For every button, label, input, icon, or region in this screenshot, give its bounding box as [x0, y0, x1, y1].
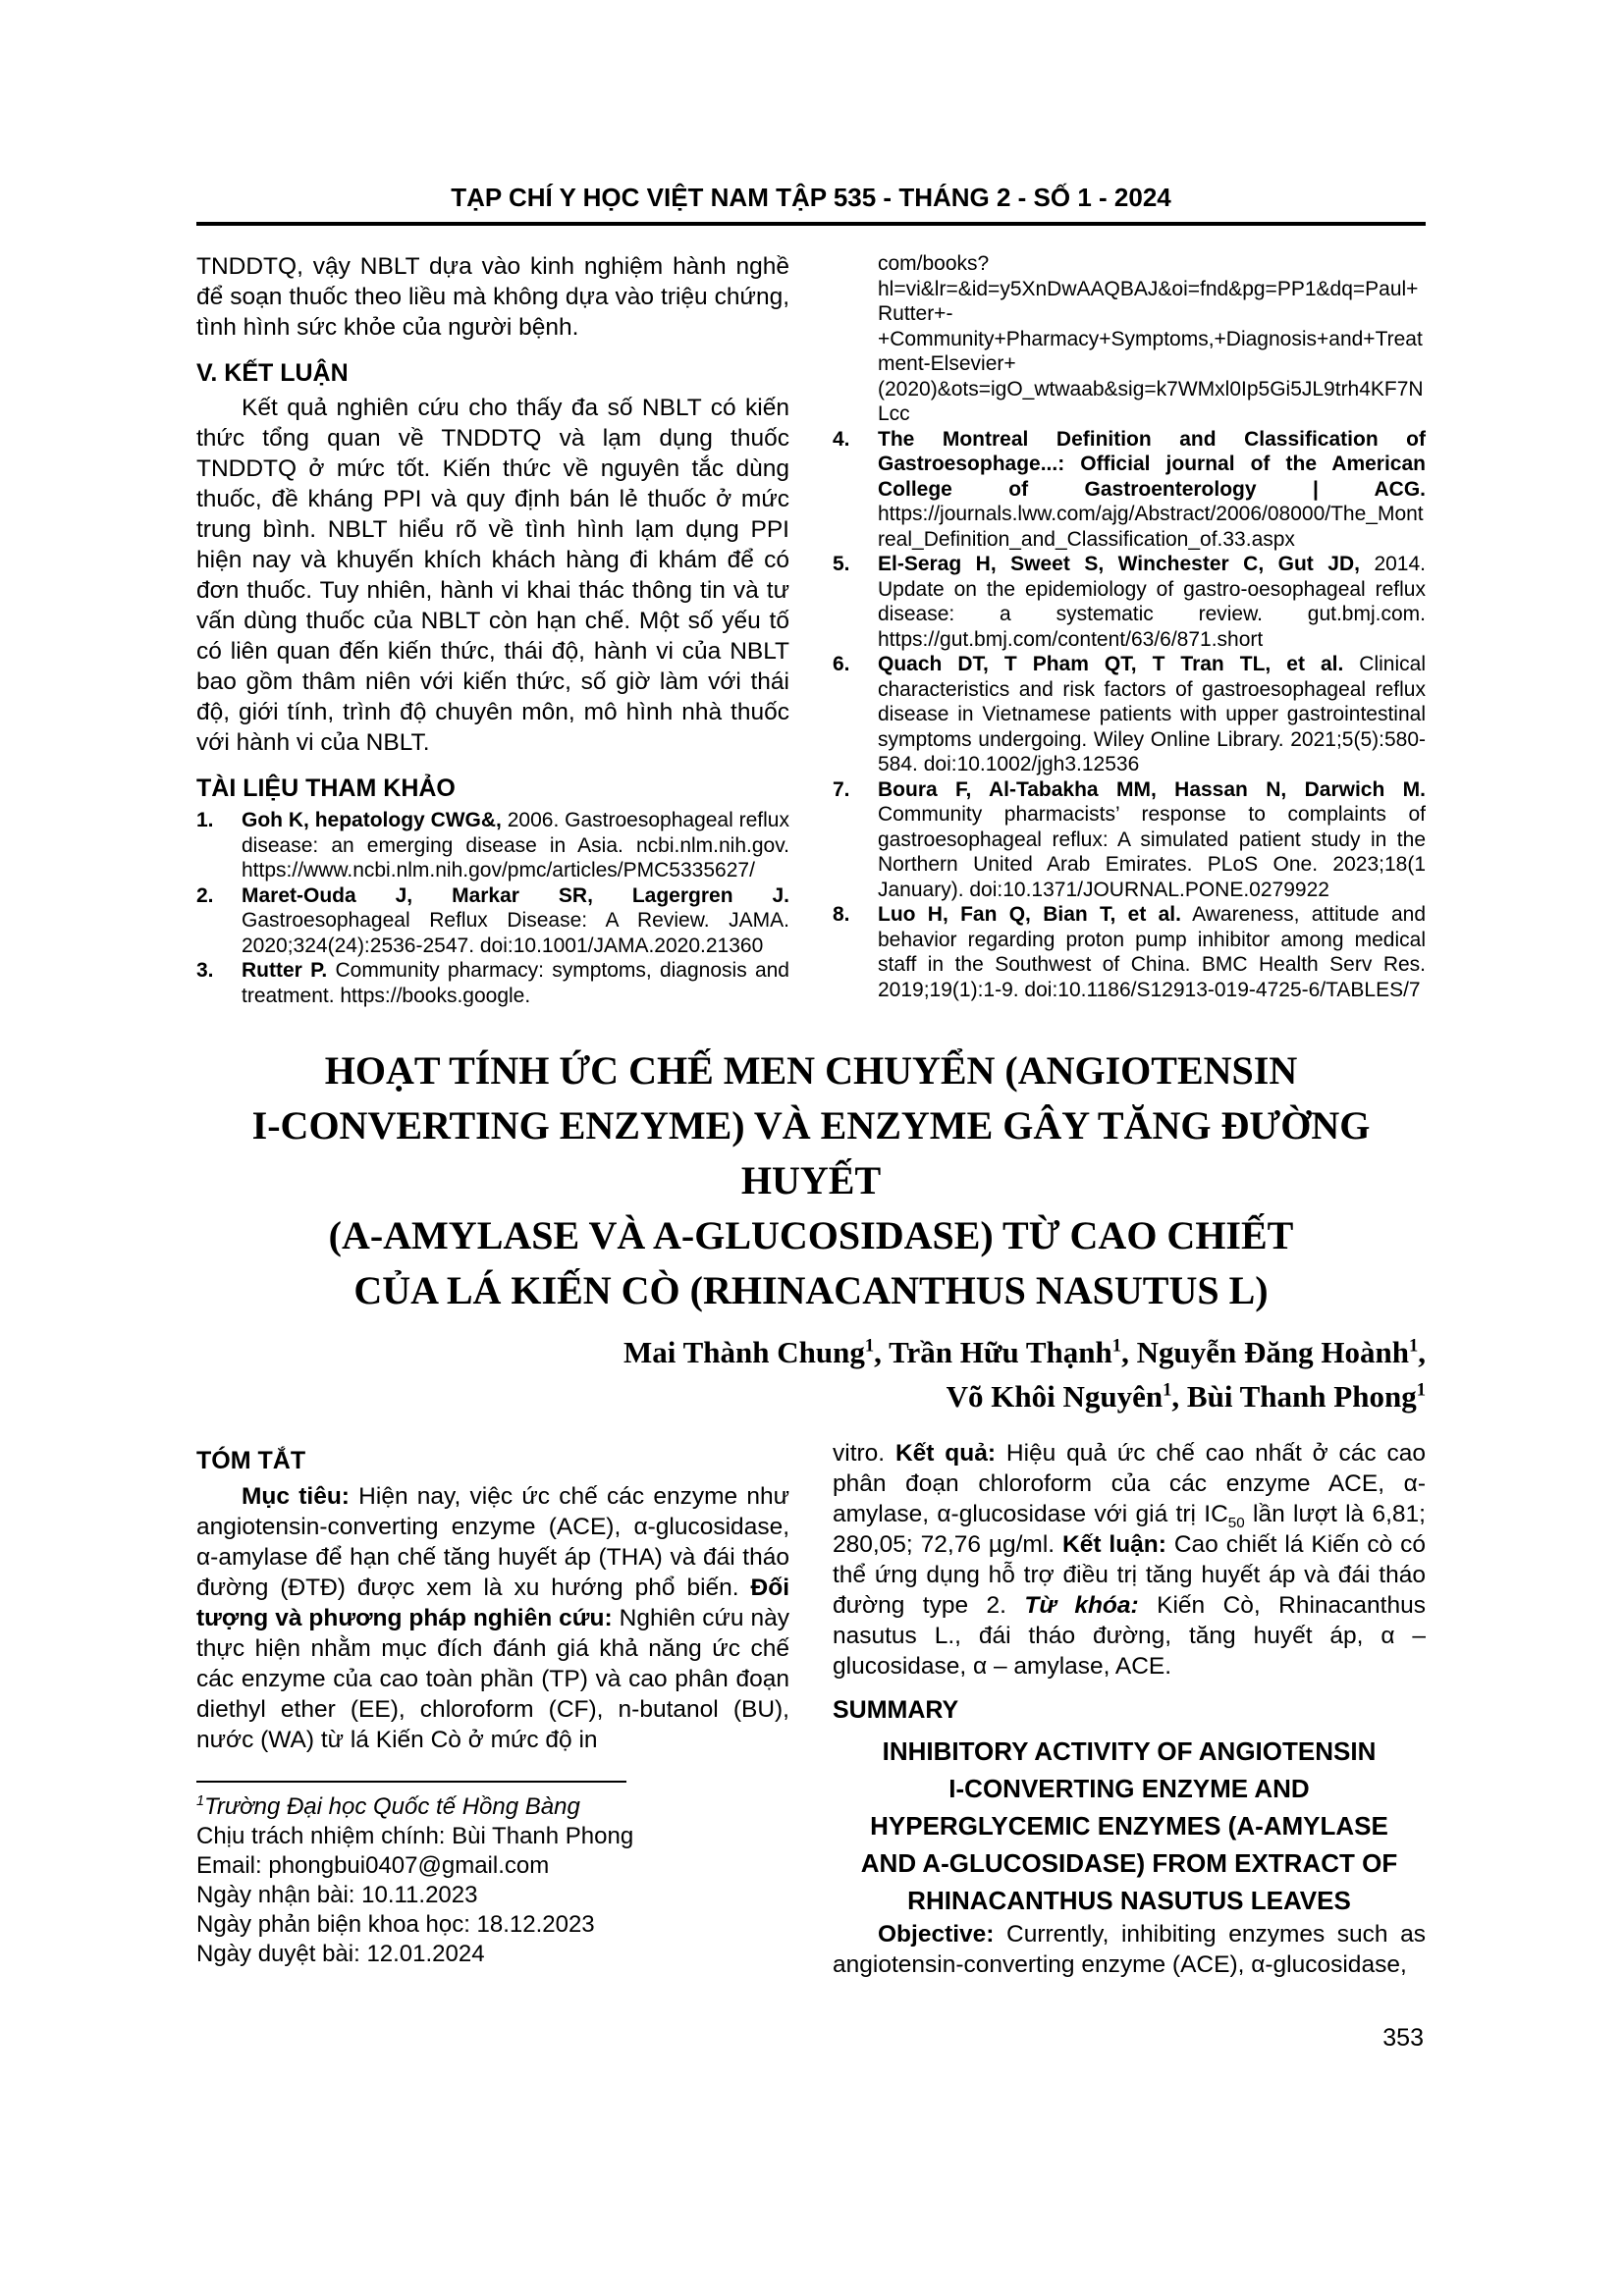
abstract-continuation-paragraph: [833, 1438, 1426, 1682]
footnote-divider: [196, 1781, 626, 1783]
article-title-line: HOẠT TÍNH ỨC CHẾ MEN CHUYỂN (ANGIOTENSIN: [324, 1048, 1298, 1093]
continuation-paragraph: TNDDTQ, vậy NBLT dựa vào kinh nghiệm hành nghề để soạn thuốc theo liều mà không dựa vào triệu chứng, tình hình sức khỏe của người bệnh.: [196, 253, 789, 341]
author-affiliation-sup: 1: [1163, 1379, 1172, 1401]
reference-rest: https://journals.lww.com/ajg/Abstract/2006/08000/The_Montreal_Definition_and_Classification_of.33.aspx: [878, 503, 1424, 551]
reference-item-1: [196, 808, 789, 883]
author-name: , Trần Hữu Thạnh: [874, 1335, 1112, 1369]
reference-number: 5.: [833, 553, 850, 575]
reference-item-2: [196, 883, 789, 959]
tomtat-heading: TÓM TẮT: [196, 1447, 306, 1474]
reference-text: [878, 552, 1426, 652]
references-section: [196, 251, 1426, 1008]
reference-3-url-continuation: com/books?hl=vi&lr=&id=y5XnDwAAQBAJ&oi=fnd&pg=PP1&dq=Paul+Rutter+-+Community+Pharmacy+Symptoms,+Diagnosis+and+Treatment-Elsevier+(2020)&ots=igO_wtwaab&sig=k7WMxl0Ip5Gi5JL9trh4KF7NLcc: [878, 252, 1424, 425]
journal-header-text: TẠP CHÍ Y HỌC VIỆT NAM TẬP 535 - THÁNG 2 - SỐ 1 - 2024: [451, 183, 1171, 212]
author-line-1: [196, 1330, 1426, 1374]
summary-heading: SUMMARY: [833, 1696, 959, 1724]
author-name: Mai Thành Chung: [623, 1335, 865, 1369]
reference-number: 7.: [833, 777, 850, 801]
objective-paragraph: [833, 1919, 1426, 1980]
journal-header: [196, 183, 1426, 226]
summary-title-line: HYPERGLYCEMIC ENZYMES (A-AMYLASE: [870, 1811, 1388, 1841]
reference-text: [242, 808, 789, 883]
reference-rest: Awareness, attitude and behavior regarding proton pump inhibitor among medical staff in the Southwest of China. BMC Health Serv Res. 2019;19(1):1-9. doi:10.1186/S12913-019-4725-6/TABLES/7: [878, 903, 1426, 1001]
author-line-2: [196, 1374, 1426, 1418]
reference-text: [878, 902, 1426, 1002]
article-title-line: CỦA LÁ KIẾN CÒ (RHINACANTHUS NASUTUS L): [353, 1268, 1269, 1312]
reference-number: 2.: [196, 883, 214, 907]
tomtat-paragraph: [196, 1481, 789, 1755]
reference-rest: Community pharmacists’ response to complaints of gastroesophageal reflux: A simulated patient study in the Northern United Arab Emirates. PLoS One. 2023;18(1 January). doi:10.1371/JOURNAL.PONE.0279922: [878, 803, 1426, 901]
ket-qua-text-b: lần lượt là 6,81; 280,05; 72,76 µg/ml.: [833, 1501, 1426, 1558]
reference-text: [242, 883, 789, 959]
author-affiliation-sup: 1: [864, 1335, 875, 1357]
ket-luan-label: Kết luận:: [1062, 1531, 1166, 1558]
muc-tieu-label: Mục tiêu:: [242, 1483, 350, 1510]
footnote-line: Email: phongbui0407@gmail.com: [196, 1852, 550, 1879]
article-title-line: I-CONVERTING ENZYME) VÀ ENZYME GÂY TĂNG ĐƯỜNG HUYẾT: [251, 1103, 1371, 1202]
reference-text: [878, 427, 1426, 553]
reference-item-8: [833, 902, 1426, 1002]
column-left-top: [196, 251, 789, 1008]
reference-item-7: [833, 777, 1426, 903]
reference-number: 3.: [196, 959, 214, 982]
reference-rest: Community pharmacy: symptoms, diagnosis and treatment. https://books.google.: [242, 959, 789, 1007]
footnote-block: [196, 1781, 789, 1969]
column-right-bottom: [833, 1438, 1426, 1980]
reference-authors: Boura F, Al-Tabakha MM, Hassan N, Darwich M.: [878, 777, 1426, 801]
objective-label: Objective:: [878, 1921, 995, 1948]
affiliation-sup: 1: [196, 1793, 205, 1809]
footnote-line: Ngày duyệt bài: 12.01.2024: [196, 1941, 485, 1967]
article-title: [196, 1043, 1426, 1318]
footnote-line: Ngày phản biện khoa học: 18.12.2023: [196, 1911, 595, 1938]
author-list: [196, 1330, 1426, 1418]
doi-tuong-text: Nghiên cứu này thực hiện nhằm mục đích đánh giá khả năng ức chế các enzyme của cao toàn phần (TP) và cao phân đoạn diethyl ether (EE), chloroform (CF), n-butanol (BU), nước (WA) từ lá Kiến Cò ở mức độ in: [196, 1605, 789, 1753]
ket-luan-text: Cao chiết lá Kiến cò có thể ứng dụng hỗ trợ điều trị tăng huyết áp và đái tháo đường type 2.: [833, 1531, 1426, 1619]
reference-authors: Quach DT, T Pham QT, T Tran TL, et al.: [878, 653, 1344, 675]
author-affiliation-sup: 1: [1111, 1335, 1122, 1357]
column-left-bottom: [196, 1438, 789, 1980]
reference-text: [878, 777, 1426, 903]
reference-item-4: [833, 427, 1426, 553]
ic50-subscript: 50: [1227, 1514, 1245, 1531]
reference-item-5: [833, 552, 1426, 652]
footnote-line: Chịu trách nhiệm chính: Bùi Thanh Phong: [196, 1823, 634, 1849]
reference-authors: Luo H, Fan Q, Bian T, et al.: [878, 903, 1181, 926]
reference-number: 6.: [833, 653, 850, 675]
references-heading: TÀI LIỆU THAM KHẢO: [196, 774, 456, 802]
summary-title: [833, 1733, 1426, 1919]
reference-rest: 2006. Gastroesophageal reflux disease: an emerging disease in Asia. ncbi.nlm.nih.gov. https://www.ncbi.nlm.nih.gov/pmc/articles/PMC5335627/: [242, 809, 789, 881]
summary-title-line: RHINACANTHUS NASUTUS LEAVES: [907, 1886, 1351, 1915]
author-affiliation-sup: 1: [1408, 1335, 1419, 1357]
reference-text: [878, 652, 1426, 777]
reference-item-3: [196, 958, 789, 1008]
summary-title-line: AND A-GLUCOSIDASE) FROM EXTRACT OF: [860, 1848, 1398, 1878]
author-separator: ,: [1418, 1335, 1426, 1369]
tu-khoa-text: Kiến Cò, Rhinacanthus nasutus L., đái tháo đường, tăng huyết áp, α – glucosidase, α – amylase, ACE.: [833, 1592, 1426, 1680]
reference-authors: Rutter P.: [242, 959, 328, 982]
reference-rest: Gastroesophageal Reflux Disease: A Review. JAMA. 2020;324(24):2536-2547. doi:10.1001/JAMA.2020.21360: [242, 909, 789, 957]
author-name: , Nguyễn Đăng Hoành: [1121, 1335, 1409, 1369]
summary-title-line: I-CONVERTING ENZYME AND: [948, 1774, 1310, 1803]
summary-title-line: INHIBITORY ACTIVITY OF ANGIOTENSIN: [882, 1736, 1377, 1766]
conclusion-heading: V. KẾT LUẬN: [196, 359, 349, 387]
reference-number: 4.: [833, 427, 850, 451]
page-number: 353: [1382, 2024, 1424, 2052]
vitro-prefix: vitro.: [833, 1440, 895, 1467]
reference-item-6: [833, 652, 1426, 777]
affiliation-text: Trường Đại học Quốc tế Hồng Bàng: [204, 1793, 580, 1820]
reference-number: 1.: [196, 809, 214, 831]
reference-authors: El-Serag H, Sweet S, Winchester C, Gut JD,: [878, 553, 1360, 575]
ket-qua-text: Hiệu quả ức chế cao nhất ở các cao phân đoạn chloroform của các enzyme ACE, α-amylase, α-glucosidase với giá trị IC: [833, 1440, 1427, 1527]
reference-text: [242, 958, 789, 1008]
author-name: Võ Khôi Nguyên: [946, 1379, 1164, 1414]
author-affiliation-sup: 1: [1416, 1379, 1426, 1401]
muc-tieu-text: Hiện nay, việc ức chế các enzyme như angiotensin-converting enzyme (ACE), α-glucosidase, α-amylase để hạn chế tăng huyết áp (THA) và đái tháo đường (ĐTĐ) được xem là xu hướng phổ biến.: [196, 1483, 789, 1601]
article-title-line: (A-AMYLASE VÀ A-GLUCOSIDASE) TỪ CAO CHIẾT: [328, 1213, 1294, 1257]
footnote-line: Ngày nhận bài: 10.11.2023: [196, 1882, 478, 1908]
tu-khoa-label: Từ khóa:: [1024, 1592, 1139, 1619]
page-content: [196, 183, 1426, 1980]
conclusion-paragraph: Kết quả nghiên cứu cho thấy đa số NBLT có kiến thức tổng quan về TNDDTQ và lạm dụng thuốc TNDDTQ ở mức tốt. Kiến thức về nguyên tắc dùng thuốc, đề kháng PPI và quy định bán lẻ thuốc ở mức trung bình. NBLT hiểu rõ về tình hình lạm dụng PPI hiện nay và khuyến khích khách hàng đi khám để có đơn thuốc. Tuy nhiên, hành vi khai thác thông tin và tư vấn dùng thuốc của NBLT còn hạn chế. Một số yếu tố có liên quan đến kiến thức, thái độ, hành vi của NBLT bao gồm thâm niên với kiến thức, số giờ làm với thái độ, giới tính, trình độ chuyên môn, mô hình nhà thuốc với hành vi của NBLT.: [196, 395, 789, 756]
reference-authors: Goh K, hepatology CWG&,: [242, 809, 502, 831]
ket-qua-label: Kết quả:: [894, 1440, 997, 1467]
reference-rest: Clinical characteristics and risk factors of gastroesophageal reflux disease in Vietnamese patients with upper gastrointestinal symptoms undergoing. Wiley Online Library. 2021;5(5):580-584. doi:10.1002/jgh3.12536: [878, 653, 1426, 775]
objective-text: Currently, inhibiting enzymes such as angiotensin-converting enzyme (ACE), α-glucosidase,: [833, 1921, 1426, 1978]
doi-tuong-label: Đối tượng và phương pháp nghiên cứu:: [196, 1575, 789, 1631]
reference-authors: Maret-Ouda J, Markar SR, Lagergren J.: [242, 883, 789, 907]
author-name: , Bùi Thanh Phong: [1171, 1379, 1417, 1414]
abstract-section: [196, 1438, 1426, 1980]
reference-number: 8.: [833, 903, 850, 926]
column-right-top: [833, 251, 1426, 1008]
footnote-affiliation: [196, 1792, 789, 1822]
reference-authors: The Montreal Definition and Classification of Gastroesophage...: Official journal of the American College of Gastroenterology | ACG.: [878, 427, 1426, 501]
reference-rest: 2014. Update on the epidemiology of gastro-oesophageal reflux disease: a systematic review. gut.bmj.com. https://gut.bmj.com/content/63/6/871.short: [878, 553, 1427, 651]
